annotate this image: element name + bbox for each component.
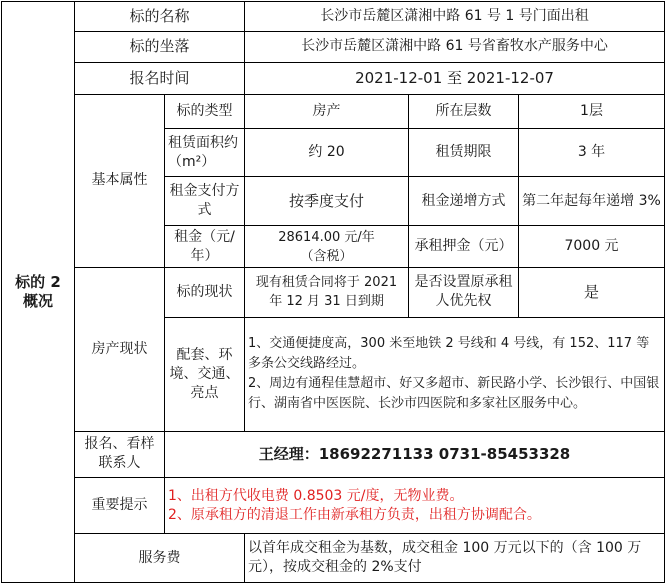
- property-status-label: 房产现状: [75, 268, 165, 431]
- section-label: [2, 2, 75, 583]
- section-label-line1: 标的 2: [15, 273, 61, 291]
- status-row: [2, 268, 665, 317]
- area-value: 约 20: [245, 129, 409, 177]
- rent-value: [245, 225, 409, 267]
- term-value: 3 年: [519, 129, 665, 177]
- floor-value: 1层: [519, 94, 665, 128]
- fee-row: [2, 534, 665, 583]
- status-label: 标的现状: [165, 268, 245, 317]
- priority-value: 是: [519, 268, 665, 317]
- fee-value: 以首年成交租金为基数，成交租金 100 万元以下的（含 100 万元），按成交租金的 2%支付: [245, 534, 665, 583]
- increase-label: 租金递增方式: [409, 177, 519, 225]
- facilities-line-1: 1、交通便捷度高，300 米至地铁 2 号线和 4 号线，有 152、117 等多条公交线路经过。: [248, 336, 650, 372]
- notice-label: 重要提示: [75, 478, 165, 534]
- notice-row: [2, 478, 665, 534]
- rent-tax-note: （含税）: [300, 248, 353, 264]
- floor-label: 所在层数: [409, 94, 519, 128]
- location-value: 长沙市岳麓区潇湘中路 61 号省畜牧水产服务中心: [245, 32, 665, 62]
- type-label: 标的类型: [165, 94, 245, 128]
- basic-attributes-label: 基本属性: [75, 94, 165, 267]
- deposit-value: 7000 元: [519, 225, 665, 267]
- deposit-label: 承租押金（元）: [409, 225, 519, 267]
- payment-value: 按季度支付: [245, 177, 409, 225]
- status-value: 现有租赁合同将于 2021 年 12 月 31 日到期: [245, 268, 409, 317]
- payment-label: 租金支付方式: [165, 177, 245, 225]
- location-row: [2, 32, 665, 62]
- contact-label: 报名、看样联系人: [75, 431, 165, 477]
- name-value: 长沙市岳麓区潇湘中路 61 号 1 号门面出租: [245, 2, 665, 32]
- type-row: [2, 94, 665, 128]
- registration-label: 报名时间: [75, 62, 245, 94]
- rent-amount: 28614.00 元/年: [278, 229, 375, 245]
- section-label-line2: 概况: [22, 292, 53, 310]
- facilities-line-2: 2、周边有通程佳慧超市、好又多超市、新民路小学、长沙银行、中国银行、湖南省中医医院、长沙市四医院和多家社区服务中心。: [248, 376, 660, 412]
- facilities-value: [245, 317, 665, 431]
- notice-value: [165, 478, 665, 534]
- contact-value: 王经理：18692271133 0731-85453328: [165, 431, 665, 477]
- facilities-label: 配套、环境、交通、亮点: [165, 317, 245, 431]
- registration-row: [2, 62, 665, 94]
- registration-value: 2021-12-01 至 2021-12-07: [245, 62, 665, 94]
- notice-line-2: 2、原承租方的清退工作由新承租方负责，出租方协调配合。: [168, 506, 541, 523]
- increase-value: 第二年起每年递增 3%: [519, 177, 665, 225]
- term-label: 租赁期限: [409, 129, 519, 177]
- priority-label: 是否设置原承租人优先权: [409, 268, 519, 317]
- fee-label: 服务费: [75, 534, 245, 583]
- name-row: [2, 2, 665, 32]
- property-listing-table: [1, 1, 665, 583]
- name-label: 标的名称: [75, 2, 245, 32]
- rent-label: 租金（元/年）: [165, 225, 245, 267]
- area-label: 租赁面积约（m²）: [165, 129, 245, 177]
- type-value: 房产: [245, 94, 409, 128]
- location-label: 标的坐落: [75, 32, 245, 62]
- notice-line-1: 1、出租方代收电费 0.8503 元/度，无物业费。: [168, 487, 464, 504]
- contact-row: [2, 431, 665, 477]
